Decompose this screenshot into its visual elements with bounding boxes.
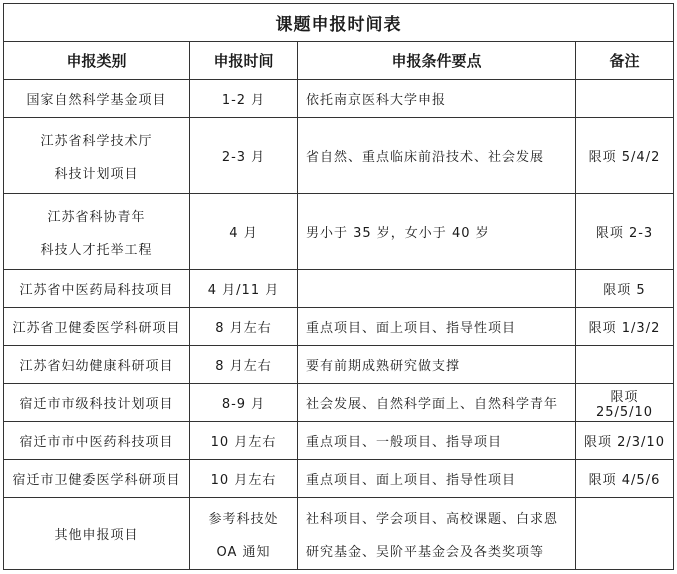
cell-category-lines (8, 206, 185, 258)
cell-conditions (298, 270, 576, 308)
cell-time (190, 384, 298, 422)
cell-note (576, 346, 674, 384)
cell-note-text: 限项 2-3 (595, 226, 654, 241)
cell-category-text: 江苏省中医药局科技项目 (19, 283, 174, 298)
cell-conditions (298, 384, 576, 422)
header-time: 申报时间 (190, 42, 298, 80)
cell-category (4, 80, 190, 118)
cell-conditions (298, 422, 576, 460)
cell-time (190, 80, 298, 118)
cell-conditions (298, 118, 576, 194)
table-row (4, 308, 674, 346)
cell-category-line: 江苏省科协青年 (47, 209, 146, 225)
cell-time-line: OA 通知 (216, 544, 271, 560)
cell-time-lines (194, 508, 293, 560)
cell-conditions (298, 498, 576, 570)
cell-category (4, 118, 190, 194)
cell-category (4, 270, 190, 308)
cell-time-text: 2-3 月 (221, 150, 266, 165)
cell-conditions-text: 依托南京医科大学申报 (306, 93, 447, 108)
cell-note-text: 限项 25/5/10 (595, 389, 654, 420)
cell-time (190, 118, 298, 194)
cell-time (190, 422, 298, 460)
table-row (4, 498, 674, 570)
cell-category-text: 江苏省妇幼健康科研项目 (19, 359, 174, 374)
cell-note (576, 384, 674, 422)
cell-category (4, 384, 190, 422)
cell-note (576, 422, 674, 460)
cell-category-text: 江苏省卫健委医学科研项目 (12, 321, 181, 336)
cell-category-text: 宿迁市卫健委医学科研项目 (12, 473, 181, 488)
cell-category-line: 科技人才托举工程 (40, 242, 153, 258)
cell-time (190, 308, 298, 346)
cell-category-lines (8, 130, 185, 182)
table-row (4, 194, 674, 270)
cell-time-text: 10 月左右 (210, 473, 277, 488)
cell-note-text: 限项 4/5/6 (588, 473, 661, 488)
cell-conditions-text: 重点项目、面上项目、指导性项目 (306, 321, 517, 336)
cell-conditions (298, 194, 576, 270)
cell-conditions-line: 研究基金、吴阶平基金会及各类奖项等 (306, 544, 545, 560)
cell-category-text: 其他申报项目 (54, 528, 139, 543)
cell-note-text: 限项 5/4/2 (588, 150, 661, 165)
cell-time (190, 460, 298, 498)
cell-conditions-text: 省自然、重点临床前沿技术、社会发展 (306, 150, 545, 165)
cell-note (576, 308, 674, 346)
table-row (4, 346, 674, 384)
cell-note (576, 498, 674, 570)
cell-category (4, 308, 190, 346)
schedule-document (3, 3, 673, 570)
header-note: 备注 (576, 42, 674, 80)
cell-category-text: 宿迁市市级科技计划项目 (19, 397, 174, 412)
cell-category (4, 422, 190, 460)
cell-time-text: 8-9 月 (221, 397, 266, 412)
table-row (4, 460, 674, 498)
header-conditions: 申报条件要点 (298, 42, 576, 80)
cell-conditions-text: 重点项目、一般项目、指导项目 (306, 435, 503, 450)
cell-category (4, 460, 190, 498)
cell-time-text: 1-2 月 (221, 93, 266, 108)
cell-category (4, 194, 190, 270)
cell-time (190, 270, 298, 308)
cell-conditions (298, 308, 576, 346)
cell-time (190, 194, 298, 270)
header-category: 申报类别 (4, 42, 190, 80)
cell-conditions (298, 80, 576, 118)
cell-category-line: 科技计划项目 (54, 166, 139, 182)
cell-conditions (298, 346, 576, 384)
cell-category-text: 宿迁市市中医药科技项目 (19, 435, 174, 450)
cell-category (4, 346, 190, 384)
table-row (4, 80, 674, 118)
cell-time-text: 4 月/11 月 (207, 283, 280, 298)
cell-note (576, 460, 674, 498)
cell-time-line: 参考科技处 (208, 511, 279, 527)
cell-time-text: 10 月左右 (210, 435, 277, 450)
cell-category-text: 国家自然科学基金项目 (26, 93, 167, 108)
cell-category-line: 江苏省科学技术厅 (40, 133, 153, 149)
table-row (4, 118, 674, 194)
table-row (4, 422, 674, 460)
cell-conditions (298, 460, 576, 498)
cell-conditions-text: 男小于 35 岁，女小于 40 岁 (306, 226, 490, 241)
table-row (4, 384, 674, 422)
cell-note-text: 限项 5 (603, 283, 646, 298)
cell-note (576, 270, 674, 308)
cell-time (190, 346, 298, 384)
cell-note-text: 限项 2/3/10 (584, 435, 665, 450)
cell-conditions-lines (306, 508, 571, 560)
schedule-table (3, 3, 674, 570)
cell-conditions-text: 重点项目、面上项目、指导性项目 (306, 473, 517, 488)
cell-note-text: 限项 1/3/2 (588, 321, 661, 336)
cell-time (190, 498, 298, 570)
cell-conditions-text: 社会发展、自然科学面上、自然科学青年 (306, 397, 559, 412)
cell-note (576, 118, 674, 194)
cell-time-text: 8 月左右 (215, 359, 272, 374)
table-row (4, 270, 674, 308)
cell-time-text: 8 月左右 (215, 321, 272, 336)
cell-category (4, 498, 190, 570)
cell-conditions-text: 要有前期成熟研究做支撑 (306, 359, 461, 374)
cell-time-text: 4 月 (229, 226, 258, 241)
cell-note (576, 194, 674, 270)
cell-conditions-line: 社科项目、学会项目、高校课题、白求恩 (306, 511, 559, 527)
table-title: 课题申报时间表 (4, 4, 674, 42)
cell-note (576, 80, 674, 118)
